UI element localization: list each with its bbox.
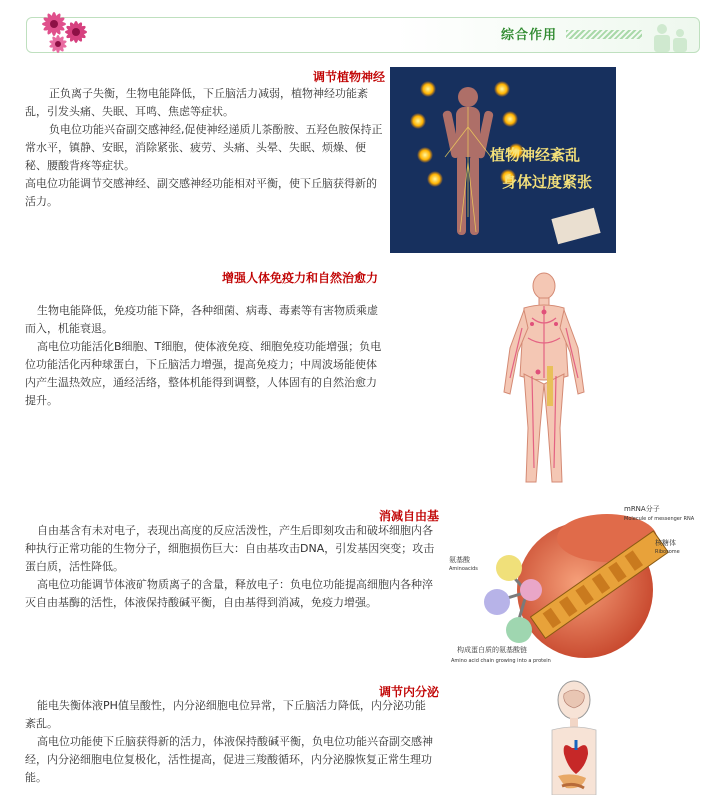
image-caption-line1: 植物神经紊乱 xyxy=(490,146,581,164)
lymphatic-system-image xyxy=(492,268,596,488)
label-ribosome: 核糖体 xyxy=(655,539,676,547)
paragraph: 正负离子失衡，生物电能降低，下丘脑活力减弱，植物神经功能紊乱，引发头痛、失眠、耳鸣、焦虑等症状。 xyxy=(25,87,368,118)
label-mrna: mRNA分子 xyxy=(624,505,660,513)
section-title-nerve: 调节植物神经 xyxy=(313,70,386,84)
section-title-immunity: 增强人体免疫力和自然治愈力 xyxy=(222,271,379,285)
label-mrna-en: Molecule of messenger RNA xyxy=(624,516,695,522)
paragraph: 高电位功能调节体液矿物质离子的含量，释放电子：负电位功能提高细胞内各种淬灭自由基酶的活性，体液保持酸碱平衡，自由基得到消减，免疫力增强。 xyxy=(25,578,433,609)
endocrine-organs-illustration xyxy=(542,678,606,795)
label-amino: 氨基酸 xyxy=(449,556,470,564)
paragraph: 能电失衡体液PH值呈酸性，内分泌细胞电位异常，下丘脑活力降低，内分泌功能紊乱。 xyxy=(25,699,426,730)
flower-decoration-icon xyxy=(36,6,98,56)
section-text-nerve xyxy=(25,85,385,211)
section-text-free-radical xyxy=(25,522,435,612)
section-title-free-radical: 消减自由基 xyxy=(379,509,440,523)
body-nerve-illustration xyxy=(390,67,616,253)
section-text-endocrine xyxy=(25,697,435,787)
paragraph: 生物电能降低，免疫功能下降，各种细菌、病毒、毒素等有害物质乘虚而入，机能衰退。 xyxy=(25,304,378,335)
label-amino-en: Aminoacids xyxy=(449,566,478,572)
endocrine-system-image xyxy=(542,678,606,795)
paragraph: 自由基含有未对电子，表现出高度的反应活泼性，产生后即刻攻击和破坏细胞内各种执行正常功能的生物分子，细胞损伤巨大：自由基攻击DNA，引发基因突变；攻击蛋白质，活性降低。 xyxy=(25,524,435,573)
header-stripe-decoration xyxy=(566,30,642,39)
ribosome-illustration xyxy=(447,500,697,668)
page-title: 综合作用 xyxy=(501,28,558,43)
people-icon xyxy=(648,22,692,52)
nervous-system-image xyxy=(390,67,616,253)
human-body-illustration xyxy=(492,268,596,488)
paragraph: 高电位功能调节交感神经、副交感神经功能相对平衡，使下丘脑获得新的活力。 xyxy=(25,177,377,208)
paragraph: 负电位功能兴奋副交感神经,促使神经递质儿茶酚胺、五羟色胺保持正常水平，镇静、安眠，消除紧张、疲劳、头痛、头晕、失眠、烦燥、便秘、腰酸背疼等症状。 xyxy=(25,123,383,172)
label-ribosome-en: Ribosome xyxy=(655,549,680,555)
ribosome-diagram-image xyxy=(447,500,697,668)
section-text-immunity xyxy=(25,302,385,410)
label-chain-en: Amino acid chain growing into a protein xyxy=(451,658,551,664)
paragraph: 高电位功能使下丘脑获得新的活力，体液保持酸碱平衡，负电位功能兴奋副交感神经，内分泌细胞电位复极化，活性提高，促进三羧酸循环，内分泌腺恢复正常生理功能。 xyxy=(25,735,433,784)
label-chain: 构成蛋白质的氨基酸链 xyxy=(457,646,527,654)
image-caption-line2: 身体过度紧张 xyxy=(502,173,593,191)
section-title-endocrine: 调节内分泌 xyxy=(379,685,440,699)
paragraph: 高电位功能活化B细胞、T细胞，使体液免疫、细胞免疫功能增强；负电位功能活化丙种球蛋白，下丘脑活力增强，提高免疫力；中周波场能使体内产生温热效应，通经活络，整体机能得到调整，人体固有的自然治愈力提升。 xyxy=(25,340,382,407)
